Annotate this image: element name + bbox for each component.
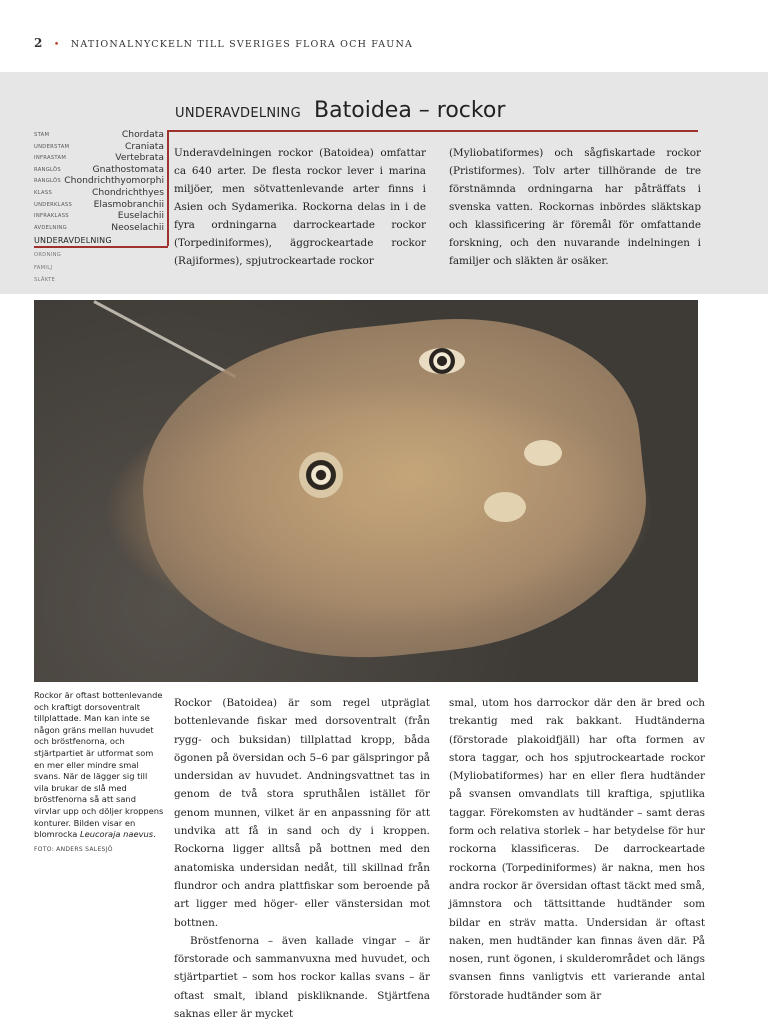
taxonomy-rank: UNDERKLASS — [34, 201, 73, 208]
taxonomy-lower-ranks — [34, 252, 61, 290]
running-header — [34, 36, 413, 50]
taxonomy-row — [34, 175, 164, 187]
caption-text: Rockor är oftast bottenlevande och kraftigt dorsoventralt tillplattade. Man kan inte se någon gräns mellan huvudet och bröstfenorna, och stjärtpartiet är utformat som en mer eller mindre smal svans. När de lägger sig till vila brukar de slå med bröstfenorna så att sand virvlar upp och döljer kroppens konturer. Bilden visar en blomrocka — [34, 690, 164, 840]
ray-eye — [484, 492, 526, 522]
photo-caption — [34, 690, 164, 855]
ray-eyespot — [419, 348, 465, 374]
taxonomy-rank: UNDERSTAM — [34, 143, 70, 150]
body-column-2 — [449, 694, 705, 1005]
taxonomy-rank: RANGLÖS — [34, 166, 62, 173]
section-title — [175, 98, 505, 123]
taxonomy-lower-rank: FAMILJ — [34, 264, 53, 271]
section-name: Batoidea – rockor — [314, 98, 506, 123]
body-column-1 — [174, 694, 430, 1023]
title-rule — [168, 130, 698, 132]
taxonomy-value: Chondrichthyes — [91, 186, 164, 198]
taxonomy-row — [34, 210, 164, 222]
caption-end: . — [153, 829, 156, 840]
taxonomy-rule-vertical — [167, 130, 169, 246]
taxonomy-rank: STAM — [34, 132, 50, 138]
taxonomy-rank: INFRASTAM — [34, 155, 67, 162]
taxonomy-rank: INFRAKLASS — [34, 213, 69, 220]
taxonomy-value: Elasmobranchii — [93, 198, 164, 210]
intro-right-column: (Myliobatiformes) och sågfiskartade rockor (Pristiformes). Tolv arter tillhörande de tre förstnämnda ordningarna har påträffats i svenska vatten. Rockornas inbördes släktskap och klassificering är föremål för omfattande forskning, och den nuvarande indelningen i familjer och släkten är osäker. — [449, 147, 701, 267]
taxonomy-value: Vertebrata — [115, 152, 164, 164]
section-kind: UNDERAVDELNING — [175, 106, 301, 121]
taxonomy-row — [34, 152, 164, 164]
ray-body — [128, 300, 660, 680]
photo-credit: FOTO: ANDERS SALESJÖ — [34, 845, 113, 853]
caption-species: Leucoraja naevus — [79, 829, 154, 840]
taxonomy-rank: RANGLÖS — [34, 178, 62, 185]
ray-eye — [524, 440, 562, 466]
ray-eyespot — [299, 452, 343, 498]
taxonomy-rank: AVDELNING — [34, 224, 67, 231]
taxonomy-row — [34, 129, 164, 141]
taxonomy-value: Chordata — [121, 129, 164, 140]
taxonomy-row — [34, 199, 164, 211]
taxonomy-row — [34, 222, 164, 234]
header-bullet: • — [53, 39, 61, 50]
taxonomy-value: Euselachii — [117, 210, 164, 222]
taxonomy-row — [34, 141, 164, 153]
page-number: 2 — [34, 36, 44, 50]
taxonomy-table — [34, 129, 164, 233]
running-title: NATIONALNYCKELN TILL SVERIGES FLORA OCH FAUNA — [70, 39, 414, 50]
body-paragraph: Rockor (Batoidea) är som regel utpräglat bottenlevande fiskar med dorsoventralt (från rygg- och buksidan) tillplattad kropp, båda ögonen på översidan och 5–6 par gälspringor på undersidan av huvudet. Andningsvattnet tas in genom de två stora spruthålen istället för genom munnen, vilket är en anpassning för att undvika att få in sand och dy i kroppen. Rockorna ligger alltså på bottnen med den anatomiska undersidan nedåt, till skillnad från flundror och andra plattfiskar som beroende på art ligger med höger- eller vänstersidan mot bottnen. — [174, 697, 430, 929]
taxonomy-lower-rank: ORDNING — [34, 252, 62, 258]
body-paragraph: Bröstfenorna – även kallade vingar – är förstorade och sammanvuxna med huvudet, och stjärtpartiet – som hos rockor kallas svans – är oftast smalt, ibland piskliknande. Stjärtfena saknas eller är mycket — [174, 934, 430, 1021]
taxonomy-row — [34, 187, 164, 199]
ray-photo — [34, 300, 698, 682]
taxonomy-current-rank: UNDERAVDELNING — [34, 236, 112, 245]
body-paragraph: smal, utom hos darrockor där den är bred och trekantig med rak bakkant. Hudtänderna (förstorade plakoidfjäll) har ofta formen av stora taggar, och hos spjutrockeartade rockor (Myliobatiformes) har en eller flera hudtänder på svansen omvandlats till kraftiga, spjutlika taggar. Förekomsten av hudtänder – samt deras form och relativa storlek – har betydelse för hur rockorna klassificeras. De darrockeartade rockorna (Torpediniformes) är nakna, men hos andra rockor är översidan oftast täckt med små, jämnstora och tättsittande hudtänder som bildar en sträv matta. Undersidan är oftast naken, men hudtänder kan finnas även där. På nosen, runt ögonen, i skulderområdet och längs svansen finns vanligtvis ett varierande antal förstorade hudtänder som är — [449, 697, 705, 1002]
taxonomy-rule-horizontal — [34, 246, 168, 248]
taxonomy-value: Chondrichthyomorphi — [64, 175, 164, 187]
taxonomy-rank: KLASS — [34, 189, 53, 196]
taxonomy-value: Neoselachii — [111, 221, 164, 233]
taxonomy-lower-rank: SLÄKTE — [34, 277, 56, 283]
taxonomy-value: Gnathostomata — [92, 163, 164, 175]
ray-tail — [93, 300, 236, 378]
taxonomy-value: Craniata — [124, 140, 164, 152]
taxonomy-row — [34, 164, 164, 176]
intro-left-column: Underavdelningen rockor (Batoidea) omfattar ca 640 arter. De flesta rockor lever i marina miljöer, men sötvattenlevande arter finns i Asien och Sydamerika. Rockorna delas in i de fyra ordningarna darrockeartade rockor (Torpediniformes), äggrockeartade rockor (Rajiformes), spjutrockeartade rockor — [174, 147, 426, 267]
